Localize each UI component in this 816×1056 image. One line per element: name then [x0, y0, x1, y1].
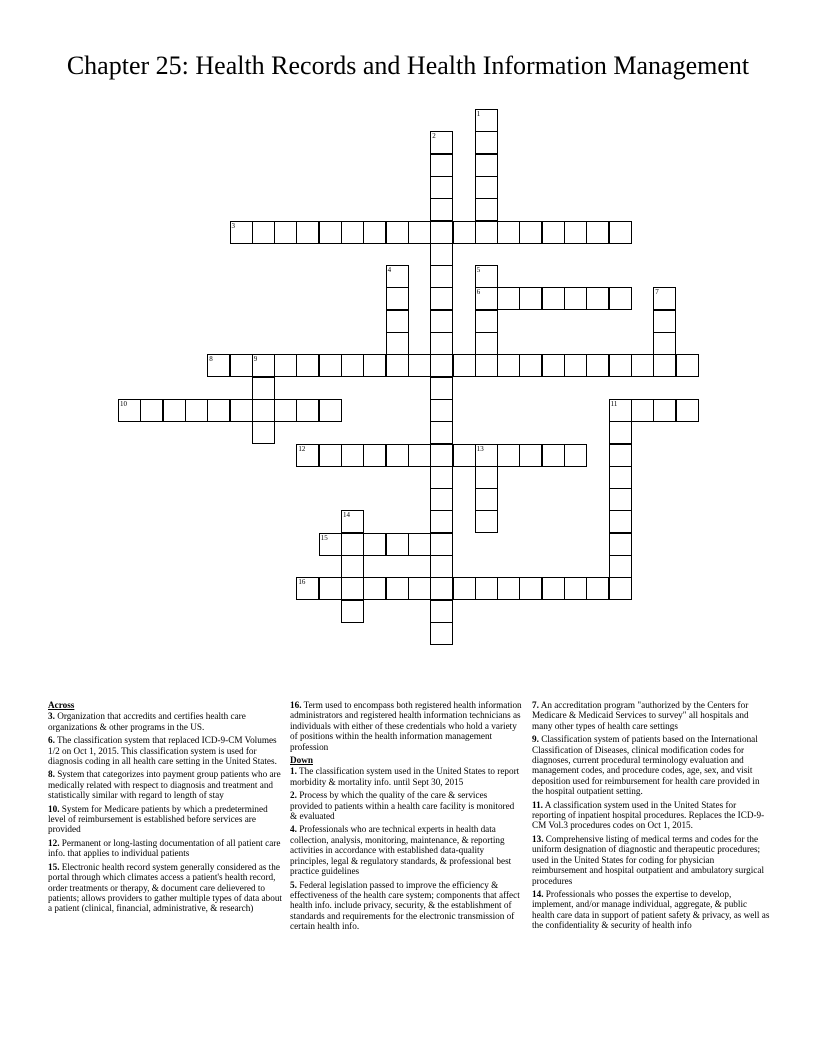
clue-text: Organization that accredits and certifies health care organizations & other programs in the US. [48, 711, 246, 732]
grid-cell [609, 421, 632, 444]
grid-cell [341, 444, 364, 467]
grid-cell [296, 444, 319, 467]
clue-number: 2. [290, 790, 297, 801]
page-title: Chapter 25: Health Records and Health Information Management [66, 51, 750, 80]
grid-cell [564, 287, 587, 310]
grid-cell [430, 198, 453, 221]
clue-number: 10. [48, 803, 60, 814]
grid-cell [586, 287, 609, 310]
clue-down-14 [532, 889, 770, 931]
grid-cell [430, 444, 453, 467]
grid-cell [475, 198, 498, 221]
grid-cell [497, 444, 520, 467]
grid-cell [609, 444, 632, 467]
grid-cell [140, 399, 163, 422]
clue-number-label: 11 [610, 399, 618, 408]
grid-cell [252, 221, 275, 244]
clue-text: System for Medicare patients by which a predetermined level of reimbursement is established before services are provided [48, 803, 268, 835]
grid-cell [274, 399, 297, 422]
clue-text: Professionals who posses the expertise to develop, implement, and/or manage individual, aggregate, & public health care data in support of patient safety & privacy, as well as the confidentiality & security of health info [532, 888, 770, 931]
grid-cell [475, 310, 498, 333]
grid-cell [207, 354, 230, 377]
grid-cell [542, 444, 565, 467]
grid-cell [363, 221, 386, 244]
clue-text: Comprehensive listing of medical terms and codes for the uniform designation of diagnostic and therapeutic procedures; used in the United States for coding for physician reimbursement and hospital outpatient and ambulatory surgical procedures [532, 833, 765, 886]
clue-across-15 [48, 862, 284, 914]
grid-cell [586, 577, 609, 600]
grid-cell [341, 221, 364, 244]
clues-column-3 [532, 700, 770, 934]
clue-number-label: 7 [655, 288, 659, 297]
grid-cell [319, 533, 342, 556]
clue-text: An accreditation program "authorized by the Centers for Medicare & Medicaid Services to survey" all hospitals and many other types of health care settings [532, 700, 749, 731]
grid-cell [609, 354, 632, 377]
clue-across-12 [48, 838, 284, 859]
grid-cell [586, 354, 609, 377]
grid-cell [408, 221, 431, 244]
clue-number: 9. [532, 734, 539, 745]
grid-cell [430, 555, 453, 578]
grid-cell [497, 577, 520, 600]
grid-cell [564, 354, 587, 377]
clue-number: 5. [290, 879, 297, 890]
grid-cell [609, 221, 632, 244]
clue-number: 14. [532, 888, 544, 899]
grid-cell [542, 354, 565, 377]
grid-cell [430, 131, 453, 154]
clue-down-2 [290, 790, 522, 821]
grid-cell [430, 510, 453, 533]
grid-cell [341, 555, 364, 578]
grid-cell [453, 354, 476, 377]
clue-number-label: 5 [476, 266, 481, 275]
clue-text: A classification system used in the United States for reporting of inpatient hospital procedures. Replaces the ICD-9-CM Vol.3 procedures codes on Oct 1, 2015. [532, 799, 765, 831]
clue-number: 1. [290, 766, 297, 777]
clue-number-label: 4 [387, 266, 392, 275]
clue-text: Process by which the quality of the care & services provided to patients within a health care facility is monitored & evaluated [290, 790, 515, 822]
grid-cell [497, 221, 520, 244]
clue-number: 12. [48, 837, 60, 848]
grid-cell [207, 399, 230, 422]
grid-cell [386, 332, 409, 355]
grid-cell [319, 444, 342, 467]
grid-cell [475, 131, 498, 154]
grid-cell [430, 154, 453, 177]
grid-cell [586, 221, 609, 244]
grid-cell [519, 354, 542, 377]
grid-cell [542, 577, 565, 600]
grid-cell [676, 354, 699, 377]
grid-cell [296, 354, 319, 377]
grid-cell [296, 221, 319, 244]
grid-cell [475, 510, 498, 533]
grid-cell [341, 533, 364, 556]
grid-cell [430, 622, 453, 645]
clue-across-6 [48, 735, 284, 766]
grid-cell [475, 577, 498, 600]
grid-cell [386, 577, 409, 600]
clue-text: Classification system of patients based on the International Classification of Diseases, clinical modification codes for diagnoses, current procedural terminology evaluation and management codes, and procedure codes, age, sex, and visit deposition used for reimbursement for health care provided in the hospital outpatient setting. [532, 734, 760, 797]
grid-cell [475, 444, 498, 467]
grid-cell [609, 533, 632, 556]
clues-column-1 [48, 700, 284, 917]
grid-cell [676, 399, 699, 422]
grid-cell [430, 176, 453, 199]
clue-text: Term used to encompass both registered health information administrators and registered health information technicians as individuals with either of these credentials who hold a variety of positions within the health information management profession [290, 700, 522, 752]
grid-cell [252, 377, 275, 400]
grid-cell [653, 287, 676, 310]
grid-cell [475, 154, 498, 177]
grid-cell [341, 577, 364, 600]
grid-cell [497, 354, 520, 377]
grid-cell [341, 600, 364, 623]
clue-number: 15. [48, 861, 60, 872]
clue-number-label: 15 [320, 533, 328, 542]
clue-text: Federal legislation passed to improve the efficiency & effectiveness of the health care system; components that affect health info. include privacy, security, & the establishment of standards and requirements for the electronic transmission of certain health info. [290, 879, 520, 932]
grid-cell [430, 265, 453, 288]
grid-cell [430, 600, 453, 623]
grid-cell [609, 287, 632, 310]
grid-cell [430, 287, 453, 310]
grid-cell [386, 287, 409, 310]
grid-cell [475, 287, 498, 310]
grid-cell [341, 510, 364, 533]
clue-text: The classification system used in the United States to report morbidity & mortality info. until Sept 30, 2015 [290, 766, 520, 787]
grid-cell [631, 354, 654, 377]
clue-number-label: 13 [476, 444, 484, 453]
clue-number-label: 10 [120, 399, 127, 408]
grid-cell [363, 577, 386, 600]
grid-cell [564, 221, 587, 244]
grid-cell [252, 354, 275, 377]
clue-number: 3. [48, 711, 55, 722]
clue-number-label: 8 [209, 355, 213, 364]
clue-down-9 [532, 734, 770, 796]
grid-cell [408, 354, 431, 377]
grid-cell [386, 265, 409, 288]
clue-down-4 [290, 824, 522, 876]
clue-number: 6. [48, 735, 55, 746]
across-header: Across [48, 700, 75, 710]
clue-number: 16. [290, 700, 302, 710]
grid-cell [341, 354, 364, 377]
clue-across-16 [290, 700, 522, 752]
grid-cell [564, 577, 587, 600]
grid-cell [430, 243, 453, 266]
grid-cell [475, 488, 498, 511]
grid-cell [542, 221, 565, 244]
grid-cell [430, 488, 453, 511]
grid-cell [408, 533, 431, 556]
clue-number-label: 1 [476, 110, 481, 118]
grid-cell [609, 510, 632, 533]
grid-cell [497, 287, 520, 310]
clue-number-label: 16 [298, 578, 306, 587]
clue-down-1 [290, 766, 522, 787]
grid-cell [185, 399, 208, 422]
grid-cell [475, 354, 498, 377]
clue-down-5 [290, 880, 522, 932]
grid-cell [252, 421, 275, 444]
clue-number-label: 2 [432, 132, 436, 141]
grid-cell [653, 354, 676, 377]
grid-cell [363, 444, 386, 467]
grid-cell [230, 354, 253, 377]
clue-down-13 [532, 834, 770, 886]
clue-down-7 [532, 700, 770, 731]
grid-cell [296, 399, 319, 422]
grid-cell [430, 421, 453, 444]
grid-cell [274, 354, 297, 377]
grid-cell [386, 354, 409, 377]
grid-cell [274, 221, 297, 244]
grid-cell [475, 332, 498, 355]
grid-cell [453, 221, 476, 244]
grid-cell [609, 555, 632, 578]
clue-text: Professionals who are technical experts in health data collection, analysis, monitoring, maintenance, & reporting activities in accordance with established data-quality principles, legal & regulatory standards, & professional best practice guidelines [290, 824, 512, 877]
grid-cell [408, 577, 431, 600]
grid-cell [408, 444, 431, 467]
grid-cell [118, 399, 141, 422]
down-header: Down [290, 755, 313, 766]
grid-cell [430, 399, 453, 422]
clue-number: 7. [532, 700, 539, 710]
grid-cell [430, 221, 453, 244]
grid-cell [653, 399, 676, 422]
grid-cell [296, 577, 319, 600]
grid-cell [519, 287, 542, 310]
grid-cell [430, 377, 453, 400]
grid-cell [430, 533, 453, 556]
grid-cell [609, 577, 632, 600]
grid-cell [252, 399, 275, 422]
grid-cell [475, 466, 498, 489]
grid-cell [475, 176, 498, 199]
grid-cell [430, 354, 453, 377]
grid-cell [319, 577, 342, 600]
clue-down-11 [532, 800, 770, 831]
grid-cell [430, 332, 453, 355]
clue-text: System that categorizes into payment group patients who are medically related with respect to diagnosis and treatment and statistically similar with regard to length of stay [48, 769, 281, 801]
clue-text: The classification system that replaced ICD-9-CM Volumes 1/2 on Oct 1, 2015. This classification system is used for diagnosis coding in all health care setting in the United States. [48, 735, 277, 767]
grid-cell [430, 466, 453, 489]
grid-cell [319, 221, 342, 244]
clue-number: 13. [532, 833, 544, 844]
grid-cell [542, 287, 565, 310]
grid-cell [519, 444, 542, 467]
clue-number-label: 9 [253, 355, 258, 364]
clue-text: Permanent or long-lasting documentation of all patient care info. that applies to individual patients [48, 837, 281, 859]
clue-text: Electronic health record system generally considered as the portal through which climates access a patient's health record, order treatments or therapy, & document care delievered to patients; allows providers to gather multiple types of data about a patient (clinical, financial, administrative, & research) [48, 861, 282, 914]
clue-across-3 [48, 711, 284, 732]
grid-cell [653, 310, 676, 333]
grid-cell [319, 354, 342, 377]
grid-cell [653, 332, 676, 355]
clue-number-label: 3 [231, 221, 235, 230]
grid-cell [230, 221, 253, 244]
grid-cell [519, 577, 542, 600]
grid-cell [609, 466, 632, 489]
grid-cell [453, 444, 476, 467]
grid-cell [475, 109, 498, 132]
clue-number: 4. [290, 824, 297, 835]
grid-cell [609, 399, 632, 422]
grid-cell [519, 221, 542, 244]
grid-cell [386, 310, 409, 333]
grid-cell [430, 577, 453, 600]
clue-across-10 [48, 804, 284, 835]
grid-cell [631, 399, 654, 422]
grid-cell [386, 533, 409, 556]
grid-cell [430, 310, 453, 333]
grid-cell [230, 399, 253, 422]
clue-across-8 [48, 769, 284, 800]
grid-cell [163, 399, 186, 422]
clue-number-label: 6 [476, 288, 481, 297]
clue-number: 11. [532, 799, 543, 810]
grid-cell [564, 444, 587, 467]
grid-cell [363, 533, 386, 556]
grid-cell [475, 265, 498, 288]
clue-number-label: 12 [298, 444, 306, 453]
grid-cell [453, 577, 476, 600]
grid-cell [609, 488, 632, 511]
clue-number-label: 14 [343, 511, 350, 520]
clues-column-2 [290, 700, 522, 935]
grid-cell [319, 399, 342, 422]
grid-cell [363, 354, 386, 377]
grid-cell [475, 221, 498, 244]
clue-number: 8. [48, 769, 55, 780]
grid-cell [386, 444, 409, 467]
grid-cell [386, 221, 409, 244]
